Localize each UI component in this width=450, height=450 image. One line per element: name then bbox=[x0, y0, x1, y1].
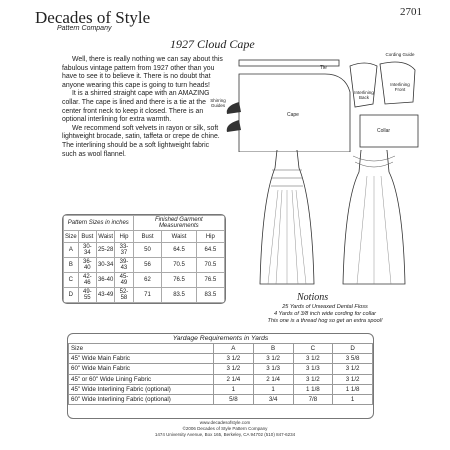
table-cell: 3 1/3 bbox=[253, 364, 293, 374]
table-cell: 1 1/8 bbox=[333, 384, 373, 394]
table-cell: 2 1/4 bbox=[214, 374, 254, 384]
yardage-table bbox=[67, 333, 374, 419]
footer-website: www.decadesofstyle.com bbox=[199, 420, 251, 425]
yardage-header-row bbox=[69, 344, 373, 354]
yardage-col-header: C bbox=[293, 344, 333, 354]
yardage-col-header: B bbox=[253, 344, 293, 354]
table-cell: 30-34 bbox=[78, 243, 96, 258]
table-cell: 3 1/2 bbox=[253, 354, 293, 364]
sizes-table bbox=[62, 214, 226, 304]
table-cell: 60" Wide Interlining Fabric (optional) bbox=[69, 394, 214, 404]
table-cell: 62 bbox=[133, 273, 162, 288]
table-cell: 3 1/2 bbox=[293, 354, 333, 364]
table-cell: 83.5 bbox=[196, 288, 224, 303]
cape-label: Cape bbox=[287, 112, 299, 118]
table-row bbox=[69, 394, 373, 404]
tie-label: Tie bbox=[320, 65, 327, 71]
sizes-col-header: Waist bbox=[96, 231, 114, 243]
notions-title: Notions bbox=[297, 292, 329, 303]
sizes-col-header: Size bbox=[64, 231, 79, 243]
table-cell: 3 5/8 bbox=[333, 354, 373, 364]
table-cell: 36-40 bbox=[78, 258, 96, 273]
footer-address: 1474 University Avenue, Box 165, Berkeley, CA 94702 (510) 847-6234 bbox=[154, 432, 296, 437]
notions-line: 25 Yards of Unwaxed Dental Floss bbox=[282, 304, 368, 310]
pattern-number: 2701 bbox=[400, 6, 422, 18]
sizes-col-header: Bust bbox=[78, 231, 96, 243]
pattern-pieces-diagram bbox=[210, 52, 435, 152]
garment-illustration-back bbox=[252, 150, 322, 288]
table-cell: B bbox=[64, 258, 79, 273]
table-cell: 45" or 60" Wide Lining Fabric bbox=[69, 374, 214, 384]
collar-label: Collar bbox=[377, 128, 391, 134]
notions-line: 4 Yards of 3/8 inch wide cording for collar bbox=[273, 311, 377, 317]
table-cell: 1 bbox=[214, 384, 254, 394]
table-row bbox=[69, 374, 373, 384]
table-cell: 36-40 bbox=[96, 273, 114, 288]
table-cell: 1 bbox=[333, 394, 373, 404]
sizes-column-row bbox=[64, 231, 225, 243]
sizes-col-header: Hip bbox=[196, 231, 224, 243]
sizes-col-header: Bust bbox=[133, 231, 162, 243]
table-cell: 3 1/2 bbox=[333, 364, 373, 374]
yardage-title: Yardage Requirements in Yards bbox=[172, 335, 269, 342]
notions-line: This one is a thread hog so get an extra spool! bbox=[267, 318, 383, 324]
interlining-back-label: Interlining Back bbox=[354, 90, 374, 100]
sizes-col-header: Waist bbox=[162, 231, 196, 243]
table-cell: A bbox=[64, 243, 79, 258]
table-row bbox=[64, 243, 225, 258]
table-cell: 64.5 bbox=[162, 243, 196, 258]
yardage-col-header: D bbox=[333, 344, 373, 354]
table-cell: 1 1/8 bbox=[293, 384, 333, 394]
table-cell: 45" Wide Main Fabric bbox=[69, 354, 214, 364]
table-cell: 39-43 bbox=[115, 258, 133, 273]
sizes-header-right: Finished Garment Measurements bbox=[133, 216, 224, 231]
yardage-col-header: Size bbox=[69, 344, 214, 354]
table-cell: C bbox=[64, 273, 79, 288]
table-row bbox=[69, 364, 373, 374]
footer bbox=[0, 420, 450, 438]
table-cell: 45-49 bbox=[115, 273, 133, 288]
table-cell: 64.5 bbox=[196, 243, 224, 258]
table-row bbox=[69, 354, 373, 364]
shirring-guide-piece bbox=[227, 120, 241, 132]
table-cell: 2 1/4 bbox=[253, 374, 293, 384]
table-cell: 49-55 bbox=[78, 288, 96, 303]
description-paragraph-3: We recommend soft velvets in rayon or silk, soft lightweight brocade, satin, taffeta or crepe de chine. The interlining should be a soft lightweight fabric such as wool flannel. bbox=[62, 124, 220, 158]
pattern-title: 1927 Cloud Cape bbox=[170, 37, 255, 51]
table-cell: 3/4 bbox=[253, 394, 293, 404]
table-cell: 50 bbox=[133, 243, 162, 258]
brand-subtitle: Pattern Company bbox=[57, 25, 112, 32]
table-cell: 70.5 bbox=[196, 258, 224, 273]
table-cell: 60" Wide Main Fabric bbox=[69, 364, 214, 374]
table-cell: 52-58 bbox=[115, 288, 133, 303]
table-cell: 3 1/2 bbox=[214, 364, 254, 374]
table-cell: 25-28 bbox=[96, 243, 114, 258]
table-cell: 30-34 bbox=[96, 258, 114, 273]
description-paragraph-1: Well, there is really nothing we can say about this fabulous vintage pattern from 1927 other than you have to see it to believe it. There is no doubt that anyone wearing this cape is going to turn heads! bbox=[62, 56, 223, 89]
table-cell: 3 1/3 bbox=[293, 364, 333, 374]
table-row bbox=[64, 258, 225, 273]
footer-copyright: ©2006 Decades of Style Pattern Company bbox=[182, 426, 268, 431]
table-cell: 70.5 bbox=[162, 258, 196, 273]
table-cell: 83.5 bbox=[162, 288, 196, 303]
table-cell: 45" Wide Interlining Fabric (optional) bbox=[69, 384, 214, 394]
cording-guide-label: Cording Guide bbox=[385, 52, 415, 57]
table-row bbox=[64, 273, 225, 288]
sizes-header-left: Pattern Sizes in inches bbox=[64, 216, 134, 231]
table-cell: 76.5 bbox=[196, 273, 224, 288]
interlining-front-label: Interlining Front bbox=[390, 82, 410, 92]
table-cell: 43-49 bbox=[96, 288, 114, 303]
description-paragraph-2: It is a shirred straight cape with an AMAZING collar. The cape is lined and there is a tie at the center front neck to keep it closed. There is an optional interlining for extra warmth. bbox=[62, 90, 210, 124]
table-cell: 33-37 bbox=[115, 243, 133, 258]
interlining-back-piece bbox=[350, 63, 377, 107]
table-cell: 3 1/2 bbox=[333, 374, 373, 384]
table-row bbox=[64, 288, 225, 303]
table-cell: 7/8 bbox=[293, 394, 333, 404]
table-cell: 56 bbox=[133, 258, 162, 273]
table-cell: 5/8 bbox=[214, 394, 254, 404]
brand-name: Decades of Style bbox=[35, 8, 151, 27]
table-cell: 1 bbox=[253, 384, 293, 394]
sizes-col-header: Hip bbox=[115, 231, 133, 243]
shirring-guides-label: Shirring Guides bbox=[210, 98, 226, 108]
table-cell: 3 1/2 bbox=[293, 374, 333, 384]
table-cell: 3 1/2 bbox=[214, 354, 254, 364]
yardage-col-header: A bbox=[214, 344, 254, 354]
pattern-pieces-drawing bbox=[225, 52, 435, 152]
table-row bbox=[69, 384, 373, 394]
table-cell: D bbox=[64, 288, 79, 303]
table-cell: 42-46 bbox=[78, 273, 96, 288]
notions-list bbox=[225, 304, 425, 325]
table-cell: 71 bbox=[133, 288, 162, 303]
description bbox=[62, 56, 225, 159]
table-cell: 76.5 bbox=[162, 273, 196, 288]
garment-illustration-front bbox=[335, 150, 413, 288]
